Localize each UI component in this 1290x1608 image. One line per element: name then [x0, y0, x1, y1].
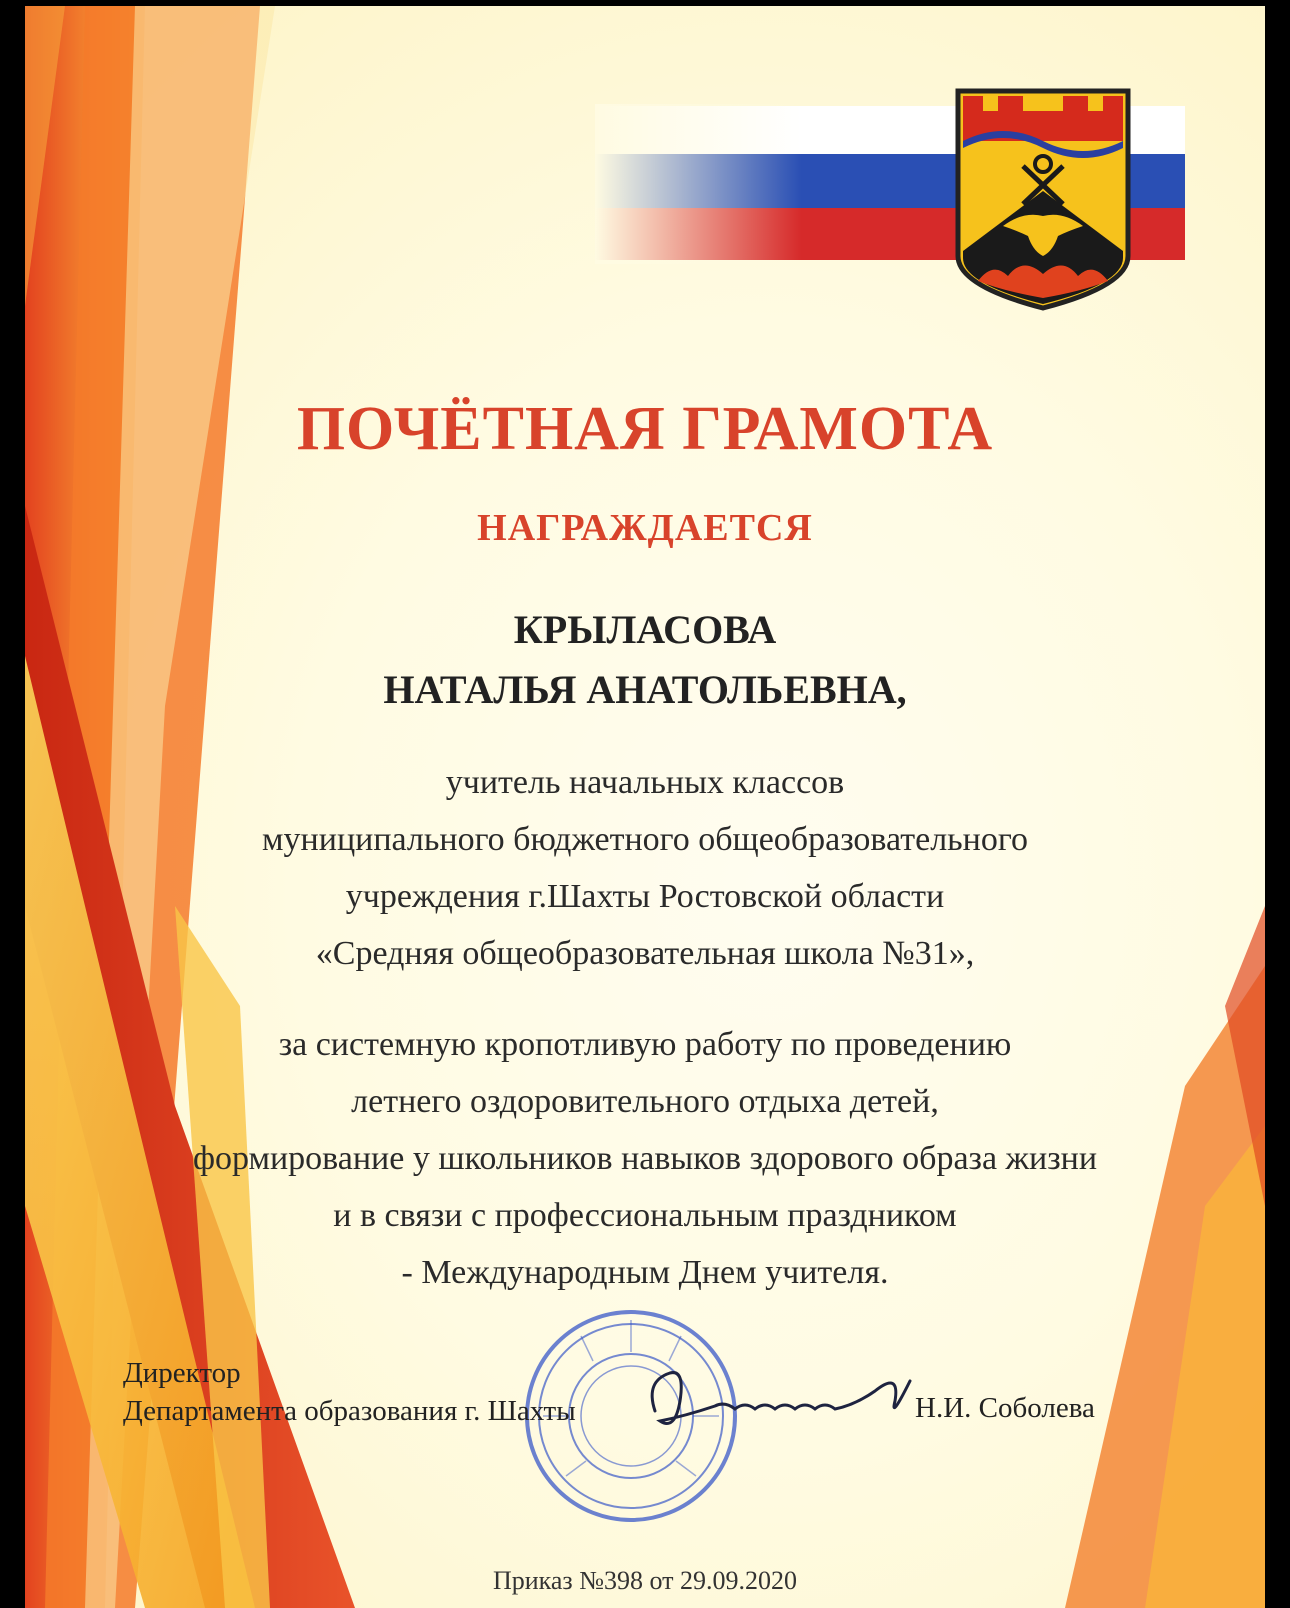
signatory-title — [123, 1354, 576, 1430]
recipient-surname: КРЫЛАСОВА — [513, 607, 777, 652]
reason-line: летнего оздоровительного отдыха детей, — [351, 1083, 939, 1120]
certificate-title: ПОЧЁТНАЯ ГРАМОТА — [296, 395, 994, 463]
order-reference: Приказ №398 от 29.09.2020 — [492, 1566, 798, 1595]
certificate-subtitle: НАГРАЖДАЕТСЯ — [477, 507, 813, 549]
reason-line: - Международным Днем учителя. — [401, 1254, 889, 1291]
coat-of-arms-icon — [953, 86, 1133, 311]
signatory-name: Н.И. Соболева — [915, 1392, 1095, 1424]
reason-line: формирование у школьников навыков здорового образа жизни — [192, 1140, 1098, 1177]
position-line: учреждения г.Шахты Ростовской области — [345, 878, 945, 915]
recipient-given-names: НАТАЛЬЯ АНАТОЛЬЕВНА, — [383, 667, 907, 712]
position-line: «Средняя общеобразовательная школа №31», — [315, 935, 975, 972]
signatory-title-line: Директор — [123, 1357, 241, 1389]
certificate-page — [25, 6, 1265, 1608]
award-reason — [25, 1016, 1265, 1301]
reason-line: за системную кропотливую работу по проведению — [278, 1026, 1012, 1063]
recipient-position — [25, 754, 1265, 982]
signature-icon — [625, 1361, 925, 1441]
signatory-title-line: Департамента образования г. Шахты — [123, 1395, 576, 1427]
position-line: учитель начальных классов — [445, 764, 845, 801]
position-line: муниципального бюджетного общеобразовательного — [262, 821, 1028, 858]
reason-line: и в связи с профессиональным праздником — [333, 1197, 957, 1234]
